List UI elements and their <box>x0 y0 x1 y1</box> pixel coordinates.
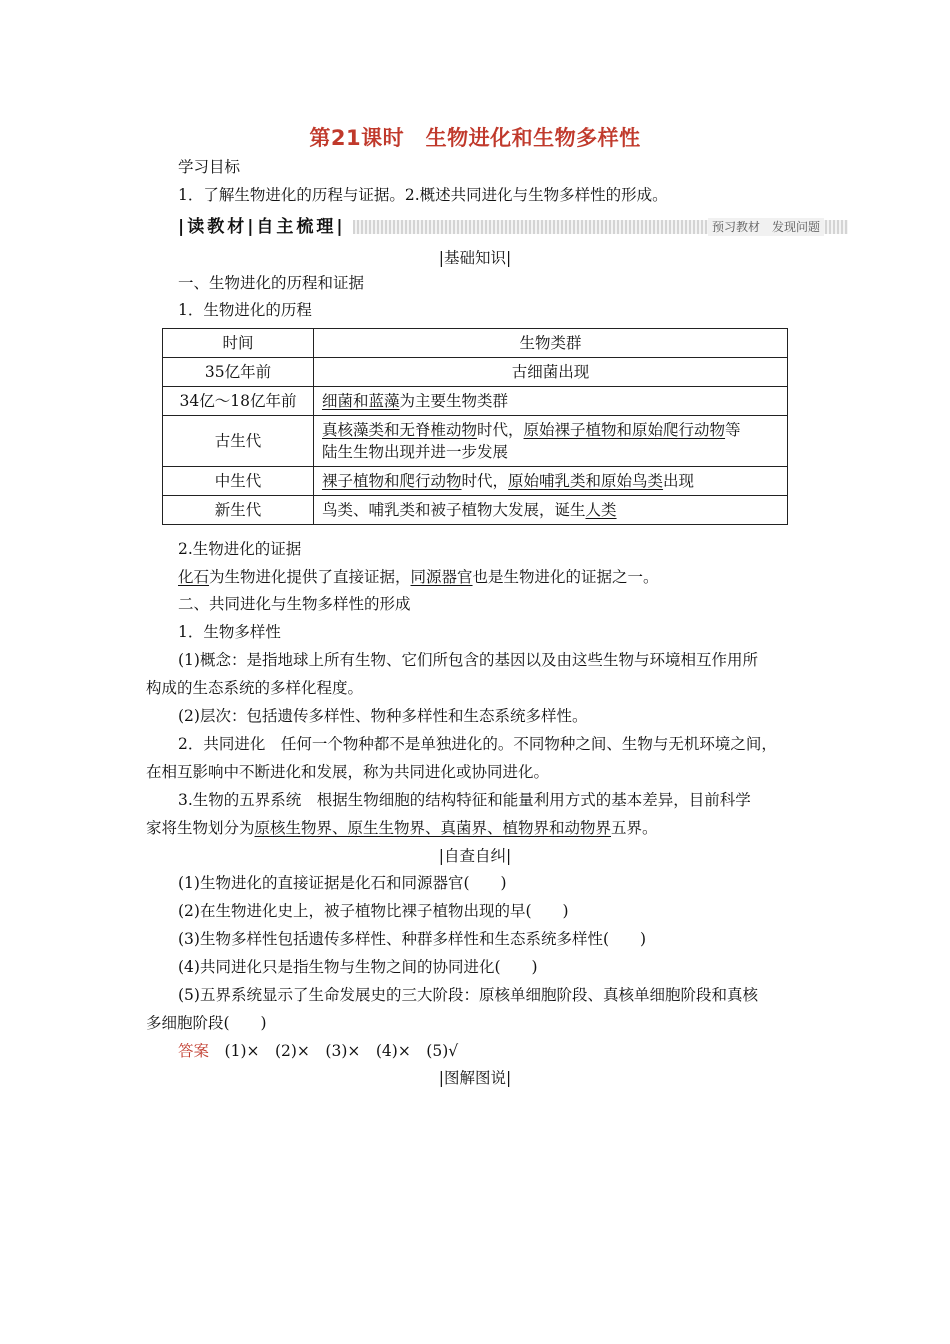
cell-text: 时代， <box>461 472 509 490</box>
table-cell-group <box>314 496 788 525</box>
coevolution-line-2: 在相互影响中不断进化和发展，称为共同进化或协同进化。 <box>146 763 550 781</box>
evidence-text-2: 也是生物进化的证据之一。 <box>472 568 659 586</box>
table-cell-group <box>314 387 788 416</box>
five-kingdoms-text-c: 五界。 <box>611 819 658 837</box>
selfcheck-q5-line-1: (5)五界系统显示了生命发展史的三大阶段：原核单细胞阶段、真核单细胞阶段和真核 <box>178 986 758 1004</box>
table-row <box>163 387 788 416</box>
table-row <box>163 496 788 525</box>
section2-sub1: 1．生物多样性 <box>178 623 281 641</box>
selfcheck-label: |自查自纠| <box>438 847 512 865</box>
cell-text: 等 <box>725 421 741 439</box>
cell-text: 为主要生物类群 <box>399 392 509 410</box>
objectives-text: 1．了解生物进化的历程与证据。2.概述共同进化与生物多样性的形成。 <box>178 186 668 204</box>
answer-text: (1)× (2)× (3)× (4)× (5)√ <box>224 1042 459 1060</box>
underlined-term: 真核藻类和无脊椎动物 <box>322 421 478 439</box>
table-row <box>163 358 788 387</box>
cell-text: 古细菌出现 <box>511 363 590 381</box>
five-kingdoms-line-1: 3.生物的五界系统 根据生物细胞的结构特征和能量利用方式的基本差异，目前科学 <box>178 791 751 809</box>
selfcheck-q3: (3)生物多样性包括遗传多样性、种群多样性和生态系统多样性( ) <box>178 930 647 948</box>
selfcheck-q2: (2)在生物进化史上，被子植物比裸子植物出现的早( ) <box>178 902 569 920</box>
underlined-term: 原始哺乳类和原始鸟类 <box>508 472 664 490</box>
table-header-time: 时间 <box>163 329 314 358</box>
page-title: 第21课时 生物进化和生物多样性 <box>309 126 641 150</box>
table-header-group: 生物类群 <box>314 329 788 358</box>
coevolution-line-1: 2．共同进化 任何一个物种都不是单独进化的。不同物种之间、生物与无机环境之间， <box>178 735 777 753</box>
underlined-term: 细菌和蓝藻 <box>322 392 400 410</box>
table-cell-time: 35亿年前 <box>163 358 314 387</box>
five-kingdoms-list: 原核生物界、原生生物界、真菌界、植物界和动物界 <box>254 819 612 837</box>
evidence-homologous: 同源器官 <box>410 568 473 586</box>
table-header-row <box>163 329 788 358</box>
section1-sub1: 1．生物进化的历程 <box>178 301 312 319</box>
cell-text: 鸟类、哺乳类和被子植物大发展，诞生 <box>322 501 586 519</box>
table-cell-time: 古生代 <box>163 416 314 467</box>
evidence-text-1: 为生物进化提供了直接证据， <box>209 568 411 586</box>
answer-line <box>178 1040 458 1062</box>
banner-hint: 预习教材 发现问题 <box>708 218 824 236</box>
five-kingdoms-text-a: 家将生物划分为 <box>146 819 255 837</box>
underlined-term: 裸子植物和爬行动物 <box>322 472 462 490</box>
underlined-term: 人类 <box>585 501 617 519</box>
selfcheck-q1: (1)生物进化的直接证据是化石和同源器官( ) <box>178 874 507 892</box>
answer-label: 答案 <box>178 1042 210 1060</box>
evidence-line <box>178 566 659 588</box>
table-cell-group <box>314 358 788 387</box>
cell-text: 出现 <box>663 472 695 490</box>
reading-banner <box>178 215 848 239</box>
concept-line-2: 构成的生态系统的多样化程度。 <box>146 679 364 697</box>
table-cell-time: 34亿～18亿年前 <box>163 387 314 416</box>
evolution-table <box>162 328 788 525</box>
underlined-term: 原始裸子植物和原始爬行动物 <box>523 421 726 439</box>
section1-heading: 一、生物进化的历程和证据 <box>178 274 365 292</box>
table-cell-group <box>314 467 788 496</box>
levels-line: (2)层次：包括遗传多样性、物种多样性和生态系统多样性。 <box>178 707 588 725</box>
table-cell-group <box>314 416 788 467</box>
selfcheck-q4: (4)共同进化只是指生物与生物之间的协同进化( ) <box>178 958 538 976</box>
concept-line-1: (1)概念：是指地球上所有生物、它们所包含的基因以及由这些生物与环境相互作用所 <box>178 651 758 669</box>
five-kingdoms-line-2 <box>146 817 658 839</box>
cell-text: 时代， <box>477 421 524 439</box>
objectives-heading: 学习目标 <box>178 158 241 176</box>
section1-sub2: 2.生物进化的证据 <box>178 540 302 558</box>
banner-label: |读教材|自主梳理| <box>178 217 346 237</box>
table-row <box>163 467 788 496</box>
evidence-fossil: 化石 <box>178 568 210 586</box>
table-cell-time: 新生代 <box>163 496 314 525</box>
table-row <box>163 416 788 467</box>
table-cell-time: 中生代 <box>163 467 314 496</box>
selfcheck-q5-line-2: 多细胞阶段( ) <box>146 1014 267 1032</box>
cell-text-line-2: 陆生生物出现并进一步发展 <box>322 443 509 461</box>
section2-heading: 二、共同进化与生物多样性的形成 <box>178 595 411 613</box>
diagram-label: |图解图说| <box>438 1069 512 1087</box>
basics-label: |基础知识| <box>438 249 512 267</box>
